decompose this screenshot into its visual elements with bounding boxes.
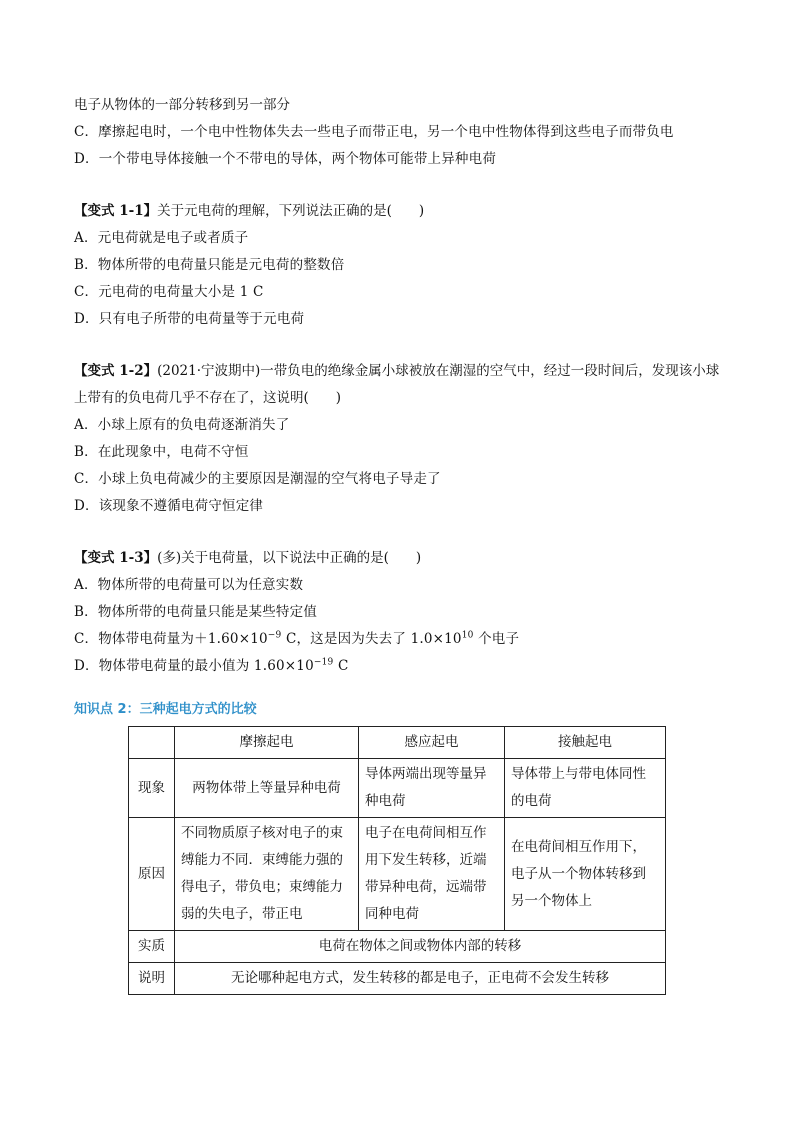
- intro-option-c: C．摩擦起电时，一个电中性物体失去一些电子而带正电，另一个电中性物体得到这些电子而带负电: [74, 124, 674, 140]
- cell-phenomenon-induction: 导体两端出现等量异种电荷: [359, 759, 505, 818]
- question-1-1-option-c: C．元电荷的电荷量大小是 1 C: [74, 284, 264, 300]
- option-c-text-1: C．物体带电荷量为＋1.60×10: [74, 631, 268, 647]
- question-1-2-option-a: A．小球上原有的负电荷逐渐消失了: [74, 417, 290, 433]
- question-1-1-option-d: D．只有电子所带的电荷量等于元电荷: [74, 311, 305, 327]
- cell-note: 无论哪种起电方式，发生转移的都是电子，正电荷不会发生转移: [175, 963, 666, 995]
- section-heading: 知识点 2：三种起电方式的比较: [74, 702, 257, 717]
- cell-reason-induction: 电子在电荷间相互作用下发生转移，近端带异种电荷，远端带同种电荷: [359, 818, 505, 931]
- cell-reason-friction: 不同物质原子核对电子的束缚能力不同．束缚能力强的得电子，带负电；束缚能力弱的失电子，带正电: [175, 818, 359, 931]
- question-1-2-stem-line-2: 上带有的负电荷几乎不存在了，这说明( ): [74, 390, 342, 406]
- question-1-3-option-d: [74, 657, 349, 675]
- cell-phenomenon-friction: 两物体带上等量异种电荷: [175, 759, 359, 818]
- question-1-3-stem: [74, 549, 421, 567]
- row-label-phenomenon: 现象: [129, 759, 175, 818]
- row-label-reason: 原因: [129, 818, 175, 931]
- table-header-induction: 感应起电: [359, 727, 505, 759]
- cell-reason-contact: 在电荷间相互作用下，电子从一个物体转移到另一个物体上: [505, 818, 666, 931]
- question-1-1-tag: 【变式 1-1】: [74, 203, 158, 219]
- question-1-2-option-d: D．该现象不遵循电荷守恒定律: [74, 498, 264, 514]
- question-1-3-option-a: A．物体所带的电荷量可以为任意实数: [74, 577, 304, 593]
- question-1-3-tag: 【变式 1-3】: [74, 550, 158, 566]
- question-1-3-text: (多)关于电荷量，以下说法中正确的是( ): [157, 550, 422, 566]
- table-header-row: [129, 727, 666, 759]
- option-c-exponent-1: −9: [267, 630, 282, 641]
- question-1-3-option-c: [74, 630, 519, 648]
- table-row-phenomenon: [129, 759, 666, 818]
- option-d-text-1: D．物体带电荷量的最小值为 1.60×10: [74, 658, 314, 674]
- option-c-text-3: 个电子: [473, 631, 520, 647]
- table-row-note: [129, 963, 666, 995]
- intro-option-d: D．一个带电导体接触一个不带电的导体，两个物体可能带上异种电荷: [74, 151, 497, 167]
- table-row-reason: [129, 818, 666, 931]
- table-header-empty: [129, 727, 175, 759]
- option-d-text-2: C: [333, 658, 349, 674]
- cell-essence: 电荷在物体之间或物体内部的转移: [175, 931, 666, 963]
- row-label-note: 说明: [129, 963, 175, 995]
- comparison-table: [128, 726, 666, 995]
- question-1-2-option-b: B．在此现象中，电荷不守恒: [74, 444, 249, 460]
- question-1-2-option-c: C．小球上负电荷减少的主要原因是潮湿的空气将电子导走了: [74, 471, 441, 487]
- table-header-contact: 接触起电: [505, 727, 666, 759]
- cell-phenomenon-contact: 导体带上与带电体同性的电荷: [505, 759, 666, 818]
- option-c-text-2: C，这是因为失去了 1.0×10: [281, 631, 462, 647]
- option-d-exponent: −19: [313, 657, 334, 668]
- option-c-exponent-2: 10: [461, 630, 474, 641]
- question-1-3-option-b: B．物体所带的电荷量只能是某些特定值: [74, 604, 318, 620]
- intro-line-1: 电子从物体的一部分转移到另一部分: [74, 97, 290, 113]
- question-1-2-stem-line-1: [74, 362, 719, 380]
- question-1-1-stem: [74, 202, 424, 220]
- table-row-essence: [129, 931, 666, 963]
- question-1-1-option-b: B．物体所带的电荷量只能是元电荷的整数倍: [74, 257, 345, 273]
- row-label-essence: 实质: [129, 931, 175, 963]
- question-1-1-option-a: A．元电荷就是电子或者质子: [74, 230, 249, 246]
- question-1-2-text-1: (2021·宁波期中)一带负电的绝缘金属小球被放在潮湿的空气中，经过一段时间后，发现该小球: [157, 363, 720, 379]
- question-1-1-text: 关于元电荷的理解，下列说法正确的是( ): [157, 203, 425, 219]
- question-1-2-tag: 【变式 1-2】: [74, 363, 158, 379]
- table-header-friction: 摩擦起电: [175, 727, 359, 759]
